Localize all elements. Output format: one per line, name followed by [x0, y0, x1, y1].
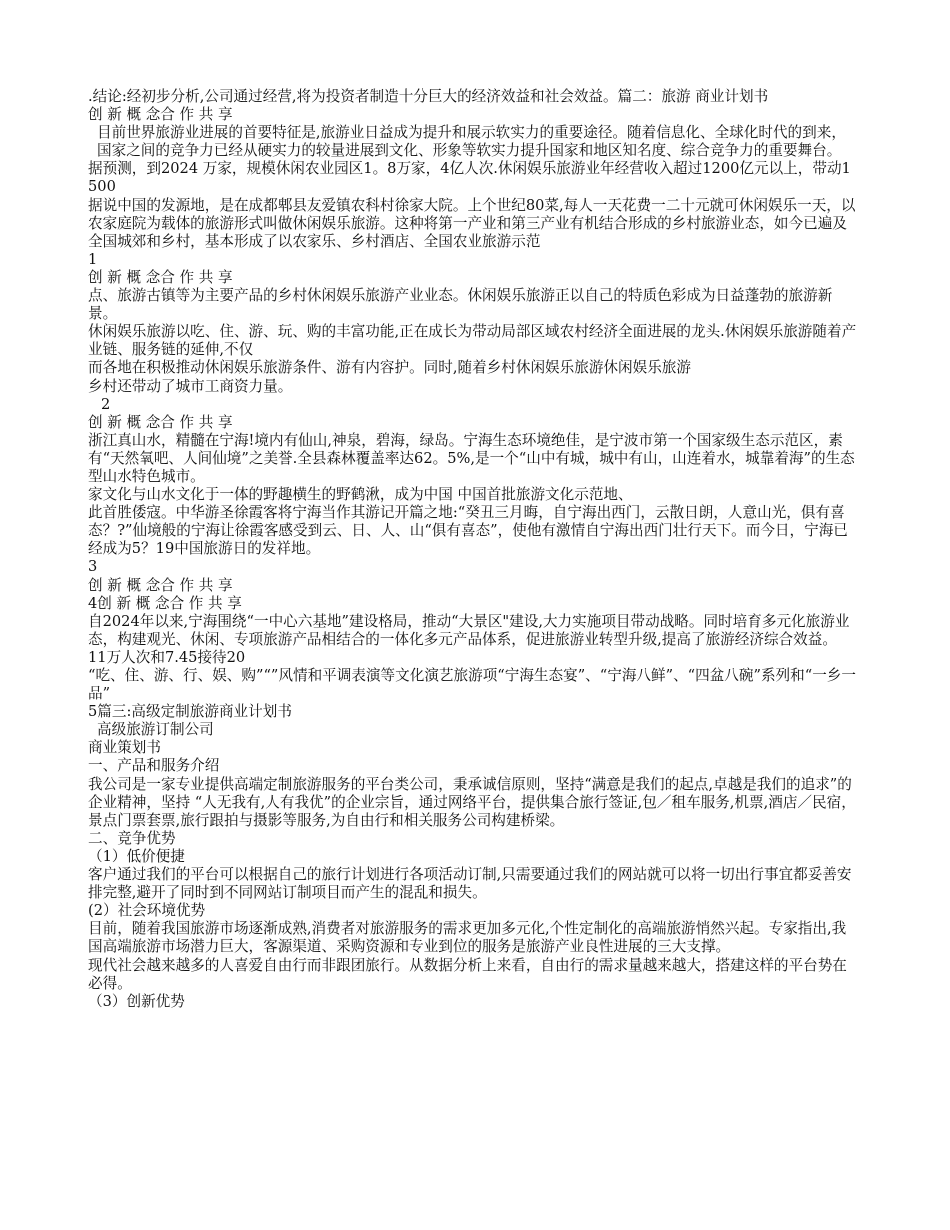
- paragraph: 现代社会越来越多的人喜爱自由行而非跟团旅行。从数据分析上来看，自由行的需求量越来越大，搭建这样的平台势在必得。: [88, 956, 847, 992]
- paragraph: （3）创新优势: [88, 992, 185, 1010]
- paragraph: 一、产品和服务介绍: [88, 757, 220, 775]
- paragraph: 11万人次和7.45接待20: [88, 648, 246, 666]
- paragraph: 二、竞争优势: [88, 829, 176, 847]
- paragraph: 乡村还带动了城市工商资力量。: [88, 377, 293, 395]
- paragraph: 此首胜倭寇。中华游圣徐霞客将宁海当作其游记开篇之地:“癸丑三月晦，自宁海出西门，云散日朗，人意山光，俱有喜态？?”仙境般的宁海让徐霞客感受到云、日、人、山“俱有喜态”，使他有激情自宁海出西门壮行天下。而今日，宁海已经成为5？19中国旅游日的发祥地。: [88, 504, 848, 558]
- paragraph: (2）社会环境优势: [88, 902, 206, 920]
- paragraph: 商业策划书: [88, 739, 161, 757]
- paragraph: 创 新 概 念合 作 共 享: [88, 413, 233, 431]
- paragraph: 休闲娱乐旅游以吃、住、游、玩、购的丰富功能,正在成长为带动局部区域农村经济全面进展的龙头.休闲娱乐旅游随着产业链、服务链的延伸,不仅: [88, 323, 857, 359]
- paragraph: .结论:经初步分析,公司通过经营,将为投资者制造十分巨大的经济效益和社会效益。篇二：旅游 商业计划书: [88, 88, 769, 105]
- paragraph: 客户通过我们的平台可以根据自己的旅行计划进行各项活动订制,只需要通过我们的网站就可以将一切出行事宜都妥善安排完整,避开了同时到不同网站订制项目而产生的混乱和损失。: [88, 866, 852, 902]
- paragraph: 4创 新 概 念合 作 共 享: [88, 594, 242, 612]
- paragraph: 目前，随着我国旅游市场逐渐成熟,消费者对旅游服务的需求更加多元化,个性定制化的高端旅游悄然兴起。专家指出,我国高端旅游市场潜力巨大，客源渠道、采购资源和专业到位的服务是旅游产业良性进展的三大支撑。: [88, 920, 847, 956]
- paragraph: 点、旅游古镇等为主要产品的乡村休闲娱乐旅游产业业态。休闲娱乐旅游正以自己的特质色彩成为日益蓬勃的旅游新景。: [88, 287, 833, 323]
- paragraph: 5篇三:高级定制旅游商业计划书: [88, 703, 292, 721]
- paragraph: 家文化与山水文化于一体的野趣横生的野鹤湫，成为中国 中国首批旅游文化示范地、: [88, 486, 633, 504]
- paragraph: 高级旅游订制公司: [97, 721, 214, 739]
- paragraph: 3: [88, 558, 98, 576]
- paragraph: 浙江真山水，精髓在宁海!境内有仙山,神泉，碧海，绿岛。宁海生态环境绝佳，是宁波市第一个国家级生态示范区，素有“天然氧吧、人间仙境”之美誉.全县森林覆盖率达62。5%,是一个“山中有城，城中有山，山连着水，城靠着海”的生态型山水特色城市。: [88, 431, 855, 485]
- paragraph: 2: [101, 395, 111, 413]
- paragraph: 创 新 概 念合 作 共 享: [88, 106, 233, 124]
- paragraph: 创 新 概 念合 作 共 享: [88, 576, 233, 594]
- paragraph: 我公司是一家专业提供高端定制旅游服务的平台类公司，秉承诚信原则，坚持“满意是我们的起点,卓越是我们的追求”的企业精神，坚持 “人无我有,人有我优”的企业宗旨，通过网络平台，提供集合旅行签证,包／租车服务,机票,酒店／民宿，景点门票套票,旅行跟拍与摄影等服务,为自由行和相关服务公司构建桥梁。: [88, 775, 856, 829]
- paragraph: 据预测，到2024 万家，规模休闲农业园区1。8万家，4亿人次.休闲娱乐旅游业年经营收入超过1200亿元以上，带动1500: [88, 160, 851, 196]
- paragraph: 自2024年以来,宁海围绕“一中心六基地”建设格局，推动“大景区"建设,大力实施项目带动战略。同时培育多元化旅游业态，构建观光、休闲、专项旅游产品相结合的一体化多元产品体系，促进旅游业转型升级,提高了旅游经济综合效益。: [88, 612, 850, 648]
- paragraph: 而各地在积极推动休闲娱乐旅游条件、游有内容护。同时,随着乡村休闲娱乐旅游休闲娱乐旅游: [88, 359, 691, 377]
- paragraph: （1）低价便捷: [88, 847, 185, 865]
- document-body: [88, 88, 860, 1011]
- paragraph: 据说中国的发源地，是在成都郫县友爱镇农科村徐家大院。上个世纪80菜,每人一天花费一二十元就可休闲娱乐一天，以农家庭院为载体的旅游形式叫做休闲娱乐旅游。这种将第一产业和第三产业有机结合形成的乡村旅游业态，如今已遍及全国城郊和乡村，基本形成了以农家乐、乡村酒店、全国农业旅游示范: [88, 196, 856, 250]
- paragraph: “吃、住、游、行、娱、购”“”风情和平调表演等文化演艺旅游项“宁海生态宴”、“宁海八鲜”、“四盆八碗”系列和“一乡一品”: [88, 667, 856, 703]
- paragraph: 创 新 概 念合 作 共 享: [88, 268, 233, 286]
- paragraph: 1: [88, 250, 98, 268]
- paragraph: 目前世界旅游业进展的首要特征是,旅游业日益成为提升和展示软实力的重要途径。随着信息化、全球化时代的到来，国家之间的竞争力已经从硬实力的较量进展到文化、形象等软实力提升国家和地区知名度、综合竞争力的重要舞台。: [97, 124, 846, 160]
